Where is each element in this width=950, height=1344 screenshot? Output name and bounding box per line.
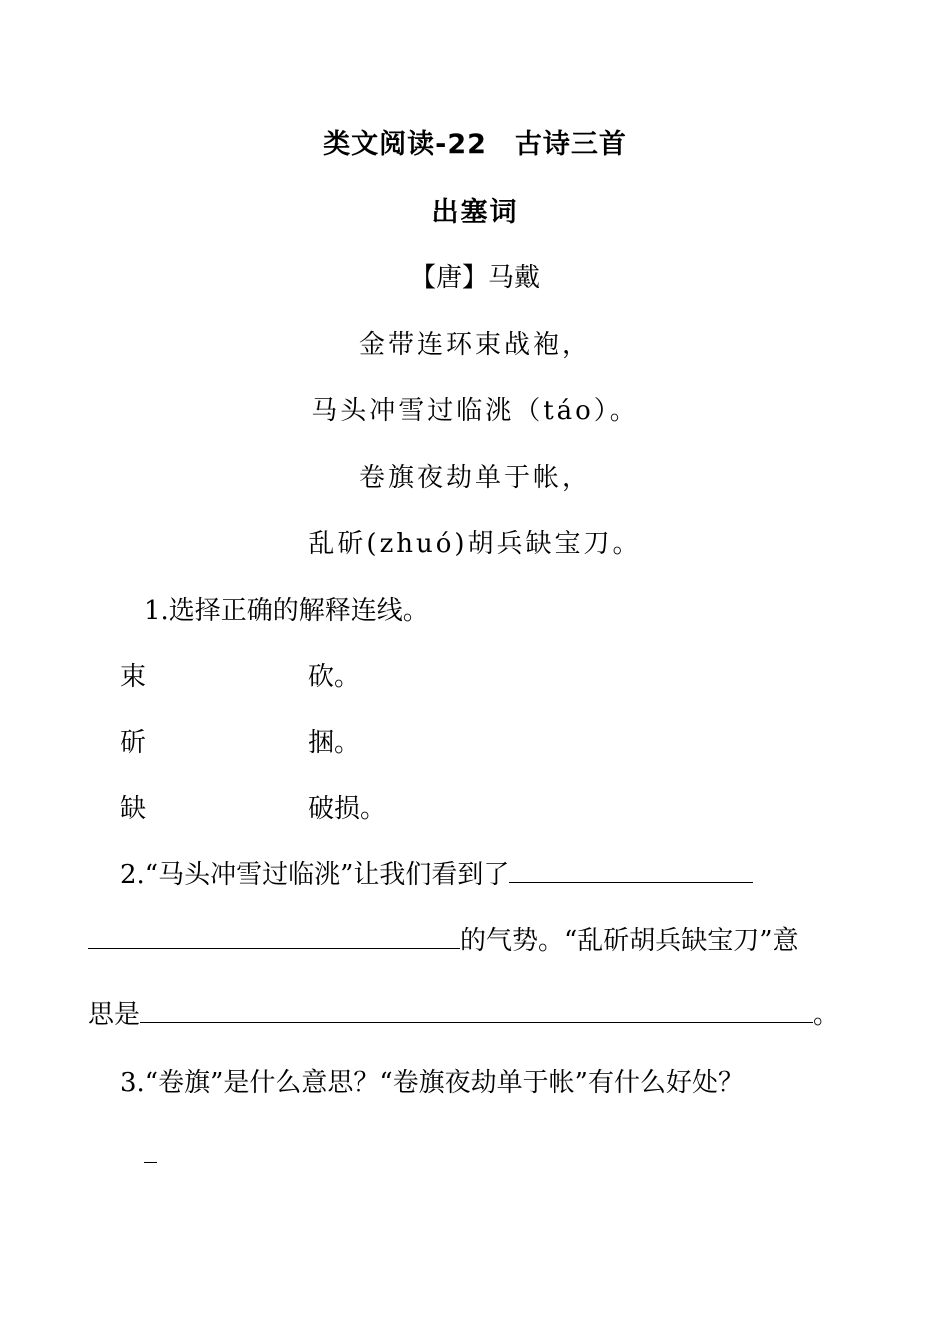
question-2-line-3	[88, 994, 839, 1031]
match-right-meaning-3: 破损。	[308, 794, 387, 824]
question-2-text-1: 2.“马头冲雪过临洮”让我们看到了	[120, 860, 510, 890]
match-left-word-3: 缺	[120, 794, 147, 824]
poem-line-4: 乱斫(zhuó)胡兵缺宝刀。	[308, 529, 642, 559]
poem-author: 【唐】马戴	[409, 263, 540, 293]
poem-line-3: 卷旗夜劫单于帐，	[358, 463, 591, 493]
question-2-line-1	[120, 854, 753, 891]
poem-line-1: 金带连环束战袍，	[358, 330, 591, 360]
answer-blank-1[interactable]	[509, 854, 753, 883]
match-right-meaning-1: 砍。	[308, 662, 361, 692]
match-right-meaning-2: 捆。	[308, 728, 361, 758]
question-2-text-4: 。	[813, 1000, 840, 1030]
question-2-text-3: 思是	[88, 1000, 141, 1030]
question-2-line-2	[88, 920, 799, 957]
answer-blank-2[interactable]	[88, 920, 460, 949]
poem-line-2: 马头冲雪过临洮（táo）。	[311, 396, 639, 426]
question-2-text-2: 的气势。“乱斫胡兵缺宝刀”意	[460, 926, 799, 956]
question-3-prompt: 3.“卷旗”是什么意思？“卷旗夜劫单于帐”有什么好处？	[120, 1068, 744, 1098]
question-1-prompt: 1.选择正确的解释连线。	[144, 596, 429, 626]
answer-blank-3[interactable]	[140, 994, 813, 1023]
question-3-answer-line[interactable]: _	[144, 1134, 157, 1164]
match-left-word-1: 束	[120, 662, 147, 692]
page-title: 类文阅读-22 古诗三首	[323, 129, 627, 160]
match-left-word-2: 斫	[120, 728, 147, 758]
poem-title: 出塞词	[431, 197, 519, 228]
